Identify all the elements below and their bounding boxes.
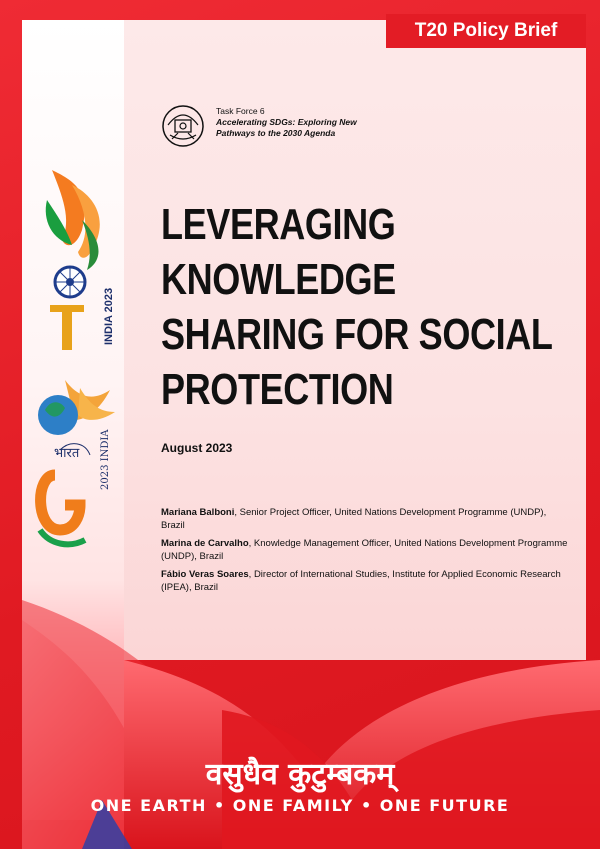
g20-script-text: भारत	[54, 446, 80, 461]
brief-title	[161, 197, 587, 417]
author-entry	[161, 568, 571, 594]
author-affiliation: , Knowledge Management Officer, United Nations Development Programme (UNDP), Brazil	[161, 538, 568, 562]
title-line: SHARING FOR SOCIAL	[161, 310, 553, 359]
policy-brief-badge: T20 Policy Brief	[386, 14, 586, 48]
author-affiliation: , Senior Project Officer, United Nations Development Programme (UNDP), Brazil	[161, 507, 547, 531]
t20-india-logo	[32, 160, 122, 360]
author-name: Marina de Carvalho	[161, 538, 249, 549]
author-list	[161, 506, 571, 599]
title-line: PROTECTION	[161, 365, 394, 414]
author-name: Mariana Balboni	[161, 507, 235, 518]
task-force-title: Accelerating SDGs: Exploring New Pathways to the 2030 Agenda	[216, 117, 357, 138]
footer-tagline: ONE EARTH • ONE FAMILY • ONE FUTURE	[90, 796, 510, 815]
task-force-block	[160, 103, 386, 149]
author-entry	[161, 537, 571, 563]
author-entry	[161, 506, 571, 532]
task-force-number: Task Force 6	[216, 106, 265, 116]
g20-india-logo	[30, 380, 120, 550]
publication-date: August 2023	[161, 441, 233, 455]
t20-vertical-text: INDIA 2023	[103, 287, 115, 345]
author-affiliation: , Director of International Studies, Institute for Applied Economic Research (IPEA), Brazil	[161, 569, 561, 593]
task-force-emblem-icon	[160, 103, 206, 149]
g20-vertical-text: 2023 INDIA	[100, 429, 111, 490]
author-name: Fábio Veras Soares	[161, 569, 249, 580]
title-line: LEVERAGING KNOWLEDGE	[161, 200, 396, 304]
footer-motto-hindi: वसुधैव कुटुम्बकम्	[205, 757, 395, 792]
